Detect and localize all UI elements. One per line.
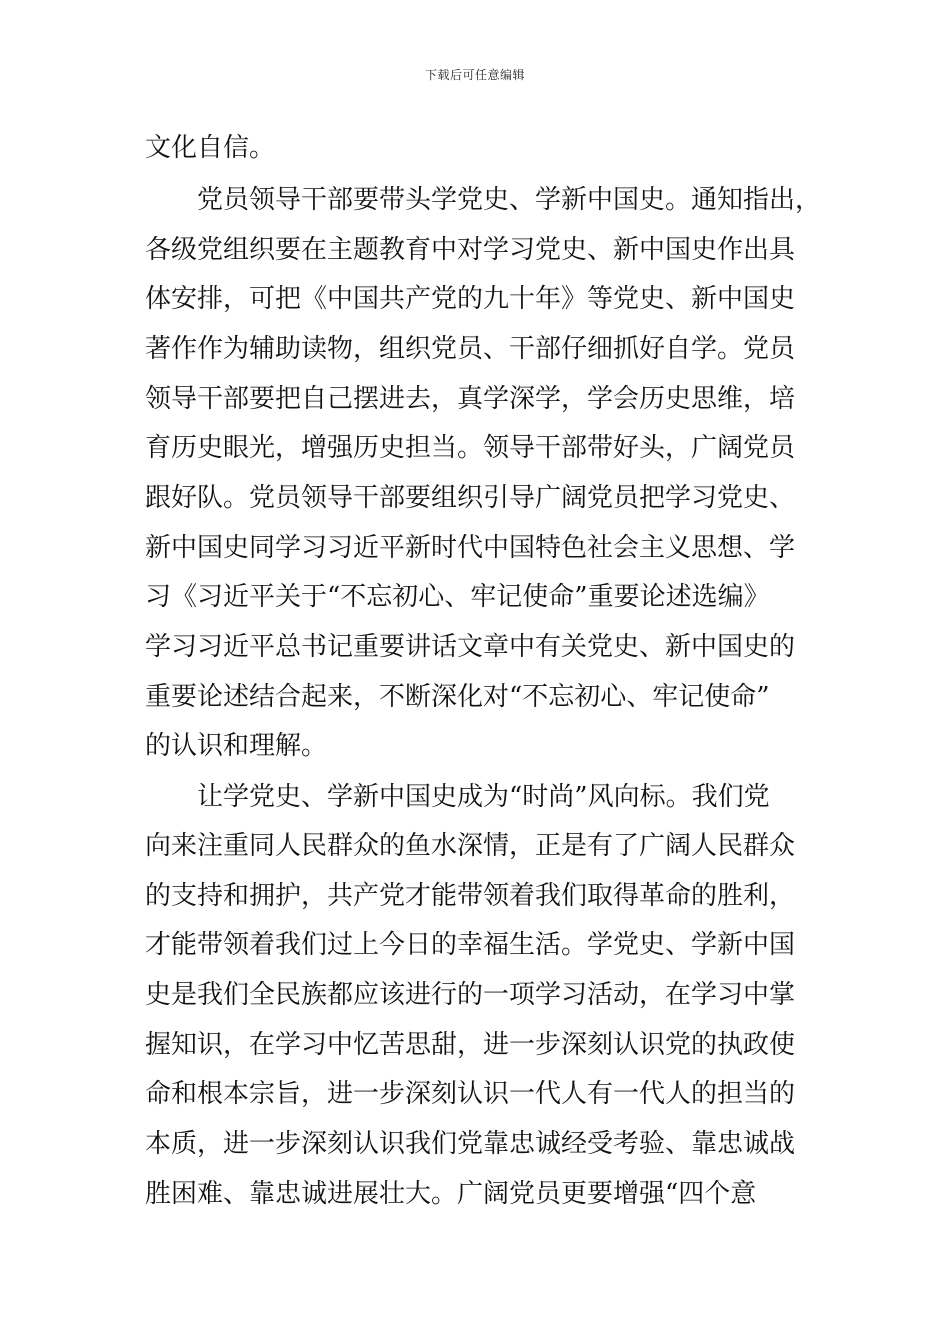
text-line: 命和根本宗旨，进一步深刻认识一代人有一代人的担当的 (145, 1079, 796, 1109)
text-line: 的认识和理解。 (145, 731, 328, 761)
text-line: 跟好队。党员领导干部要组织引导广阔党员把学习党史、 (145, 483, 796, 513)
text-line: 著作作为辅助读物，组织党员、干部仔细抓好自学。党员 (145, 334, 796, 364)
text-line: 各级党组织要在主题教育中对学习党史、新中国史作出具 (145, 235, 796, 265)
text-line: 文化自信。 (145, 133, 276, 163)
text-line: 本质，进一步深刻认识我们党靠忠诚经受考验、靠忠诚战 (145, 1129, 796, 1159)
text-line: 才能带领着我们过上今日的幸福生活。学党史、学新中国 (145, 930, 796, 960)
text-line: 体安排，可把《中国共产党的九十年》等党史、新中国史 (145, 284, 796, 314)
text-line: 史是我们全民族都应该进行的一项学习活动，在学习中掌 (145, 980, 796, 1010)
text-line: 学习习近平总书记重要讲话文章中有关党史、新中国史的 (145, 632, 796, 662)
text-line: 让学党史、学新中国史成为“时尚”风向标。我们党 (197, 782, 770, 812)
text-line: 向来注重同人民群众的鱼水深情，正是有了广阔人民群众 (145, 831, 796, 861)
text-line: 重要论述结合起来，不断深化对“不忘初心、牢记使命” (145, 682, 770, 712)
text-line: 习《习近平关于“不忘初心、牢记使命”重要论述选编》 (145, 582, 770, 612)
text-line: 领导干部要把自己摆进去，真学深学，学会历史思维，培 (145, 384, 796, 414)
text-line: 的支持和拥护，共产党才能带领着我们取得革命的胜利， (145, 881, 796, 911)
page-header: 下载后可任意编辑 (424, 68, 525, 82)
text-line: 党员领导干部要带头学党史、学新中国史。通知指出， (197, 185, 822, 215)
text-line: 胜困难、靠忠诚进展壮大。广阔党员更要增强“四个意 (145, 1179, 757, 1209)
text-line: 新中国史同学习习近平新时代中国特色社会主义思想、学 (145, 533, 796, 563)
text-line: 育历史眼光，增强历史担当。领导干部带好头，广阔党员 (145, 433, 796, 463)
text-line: 握知识，在学习中忆苦思甜，进一步深刻认识党的执政使 (145, 1030, 796, 1060)
